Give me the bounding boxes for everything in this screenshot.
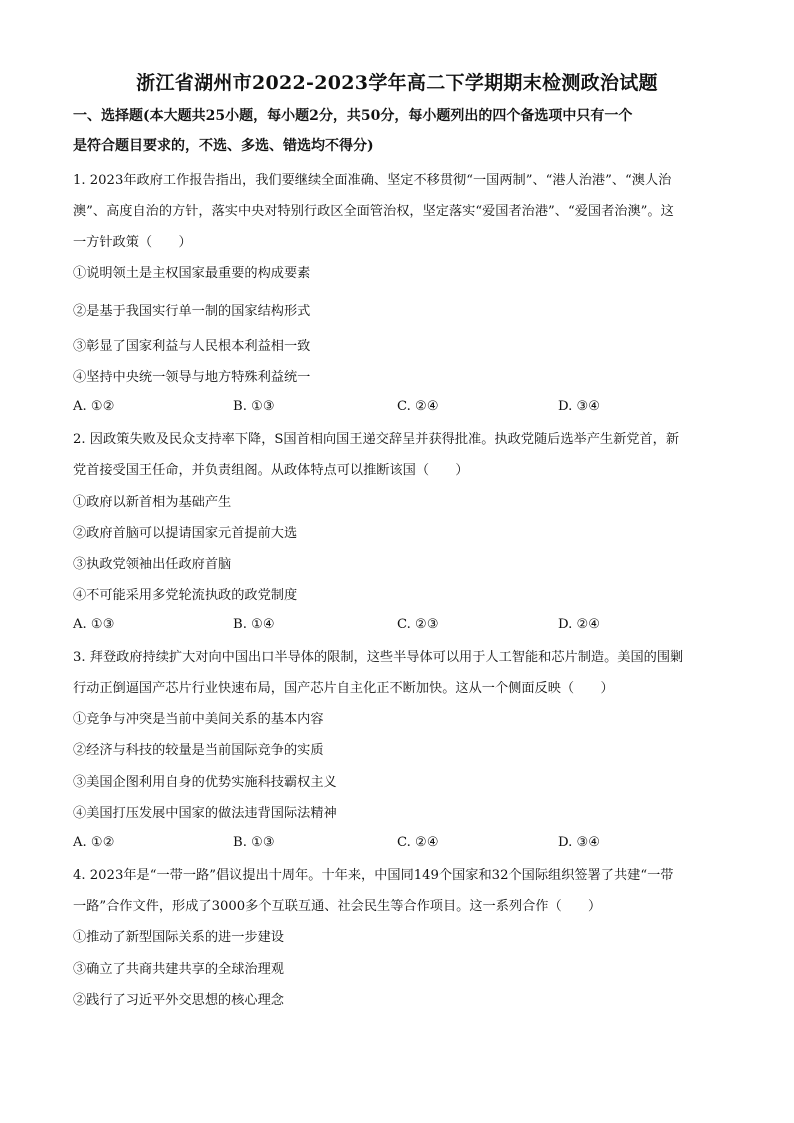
q1-option-a: A. ①② bbox=[73, 399, 115, 414]
q2-item-3: ③执政党领袖出任政府首脑 bbox=[73, 557, 232, 572]
q1-item-4: ④坚持中央统一领导与地方特殊利益统一 bbox=[73, 370, 311, 385]
q4-item-1: ①推动了新型国际关系的进一步建设 bbox=[73, 930, 284, 945]
q3-option-b: B. ①③ bbox=[233, 835, 275, 850]
q3-option-a: A. ①② bbox=[73, 835, 115, 850]
q3-item-1: ①竞争与冲突是当前中美间关系的基本内容 bbox=[73, 712, 324, 727]
q3-stem-line-1: 3. 拜登政府持续扩大对向中国出口半导体的限制，这些半导体可以用于人工智能和芯片制造。美国的围剿 bbox=[73, 650, 684, 665]
q2-item-1: ①政府以新首相为基础产生 bbox=[73, 495, 232, 510]
q1-stem-line-3: 一方针政策（ ） bbox=[73, 235, 192, 250]
q1-option-b: B. ①③ bbox=[233, 399, 275, 414]
q1-option-d: D. ③④ bbox=[558, 399, 601, 414]
q3-item-2: ②经济与科技的较量是当前国际竞争的实质 bbox=[73, 743, 324, 758]
q2-item-2: ②政府首脑可以提请国家元首提前大选 bbox=[73, 526, 298, 541]
q4-stem-line-1: 4. 2023年是“一带一路”倡议提出十周年。十年来，中国同149个国家和32个国际组织签署了共建“一带 bbox=[73, 868, 674, 883]
q3-option-c: C. ②④ bbox=[397, 835, 439, 850]
q3-item-3: ③美国企图利用自身的优势实施科技霸权主义 bbox=[73, 775, 337, 790]
q4-item-2: ③确立了共商共建共享的全球治理观 bbox=[73, 962, 284, 977]
q2-option-a: A. ①③ bbox=[73, 617, 115, 632]
q2-stem-line-1: 2. 因政策失败及民众支持率下降，S国首相向国王递交辞呈并获得批准。执政党随后选举产生新党首，新 bbox=[73, 432, 680, 447]
q2-option-c: C. ②③ bbox=[397, 617, 439, 632]
q3-option-d: D. ③④ bbox=[558, 835, 601, 850]
q3-stem-line-2: 行动正倒逼国产芯片行业快速布局，国产芯片自主化正不断加快。这从一个侧面反映（ ） bbox=[73, 681, 614, 696]
q2-item-4: ④不可能采用多党轮流执政的政党制度 bbox=[73, 588, 298, 603]
page-title: 浙江省湖州市2022-2023学年高二下学期期末检测政治试题 bbox=[136, 72, 658, 94]
section-heading-line-1: 一、选择题(本大题共25小题，每小题2分，共50分，每小题列出的四个备选项中只有一个 bbox=[73, 108, 633, 124]
q1-item-3: ③彰显了国家利益与人民根本利益相一致 bbox=[73, 339, 311, 354]
q4-stem-line-2: 一路”合作文件，形成了3000多个互联互通、社会民生等合作项目。这一系列合作（ ） bbox=[73, 899, 602, 914]
q2-option-d: D. ②④ bbox=[558, 617, 601, 632]
q2-option-b: B. ①④ bbox=[233, 617, 275, 632]
q1-stem-line-1: 1. 2023年政府工作报告指出，我们要继续全面准确、坚定不移贯彻“一国两制”、“港人治港”、“澳人治 bbox=[73, 173, 672, 188]
q1-stem-line-2: 澳”、高度自治的方针，落实中央对特别行政区全面管治权，坚定落实“爱国者治港”、“爱国者治澳”。这 bbox=[73, 204, 674, 219]
q4-item-3: ②践行了习近平外交思想的核心理念 bbox=[73, 993, 284, 1008]
q2-stem-line-2: 党首接受国王任命，并负责组阁。从政体特点可以推断该国（ ） bbox=[73, 463, 469, 478]
section-heading-line-2: 是符合题目要求的，不选、多选、错选均不得分) bbox=[73, 138, 374, 154]
q3-item-4: ④美国打压发展中国家的做法违背国际法精神 bbox=[73, 806, 337, 821]
q1-item-1: ①说明领土是主权国家最重要的构成要素 bbox=[73, 266, 311, 281]
q1-item-2: ②是基于我国实行单一制的国家结构形式 bbox=[73, 304, 311, 319]
q1-option-c: C. ②④ bbox=[397, 399, 439, 414]
